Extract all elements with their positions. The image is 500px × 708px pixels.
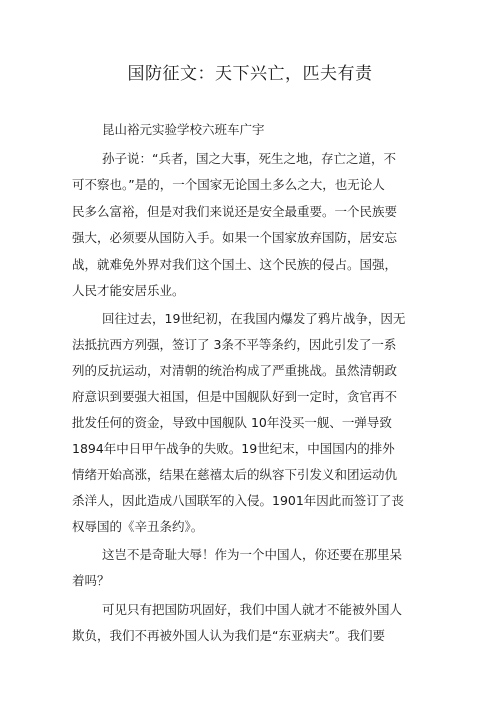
paragraph-2-line-5: 批发任何的资金，导致中国舰队 10年没买一舰、一弹导致	[72, 415, 392, 430]
paragraph-1-line-6: 人民才能安居乐业。	[72, 283, 185, 298]
paragraph-1-line-3: 民多么富裕，但是对我们来说还是安全最重要。一个民族要	[72, 204, 398, 219]
paragraph-4-line-2: 欺负，我们不再被外国人认为我们是“东亚病夫”。我们要	[72, 628, 385, 643]
paragraph-2-line-1: 回往过去，19世纪初，在我国内爆发了鸦片战争，因无	[102, 311, 406, 326]
paragraph-2-line-2: 法抵抗西方列强，签订了 3条不平等条约，因此引发了一系	[72, 337, 397, 352]
paragraph-4-line-1: 可见只有把国防巩固好，我们中国人就才不能被外国人	[102, 602, 403, 617]
paragraph-3-line-1: 这岂不是奇耻大辱！作为一个中国人，你还要在那里呆	[102, 547, 403, 562]
paragraph-1-line-5: 战，就难免外界对我们这个国土、这个民族的侵占。国强，	[72, 257, 398, 272]
author-byline: 昆山裕元实验学校六班车广宇	[102, 122, 265, 137]
paragraph-1-line-1: 孙子说：“兵者，国之大事，死生之地，存亡之道，不	[102, 151, 396, 166]
paragraph-2-line-6: 1894年中日甲午战争的失败。19世纪末，中国国内的排外	[72, 441, 395, 456]
paragraph-3-line-2: 着吗？	[72, 573, 110, 588]
paragraph-2-line-8: 杀洋人，因此造成八国联军的入侵。1901年因此而签订了丧	[72, 493, 404, 508]
document-title: 国防征文：天下兴亡，匹夫有责	[127, 64, 373, 84]
paragraph-2-line-4: 府意识到要强大祖国，但是中国舰队好到一定时，贪官再不	[72, 389, 398, 404]
paragraph-2-line-9: 权辱国的《辛丑条约》。	[72, 519, 204, 534]
paragraph-1-line-4: 强大，必须要从国防入手。如果一个国家放弃国防，居安忘	[72, 230, 398, 245]
paragraph-1-line-2: 可不察也。”是的，一个国家无论国土多么之大，也无论人	[72, 177, 385, 192]
paragraph-2-line-3: 列的反抗运动，对清朝的统治构成了严重挑战。虽然清朝政	[72, 363, 398, 378]
paragraph-2-line-7: 情绪开始高涨，结果在慈禧太后的纵容下引发义和团运动仇	[72, 467, 398, 482]
